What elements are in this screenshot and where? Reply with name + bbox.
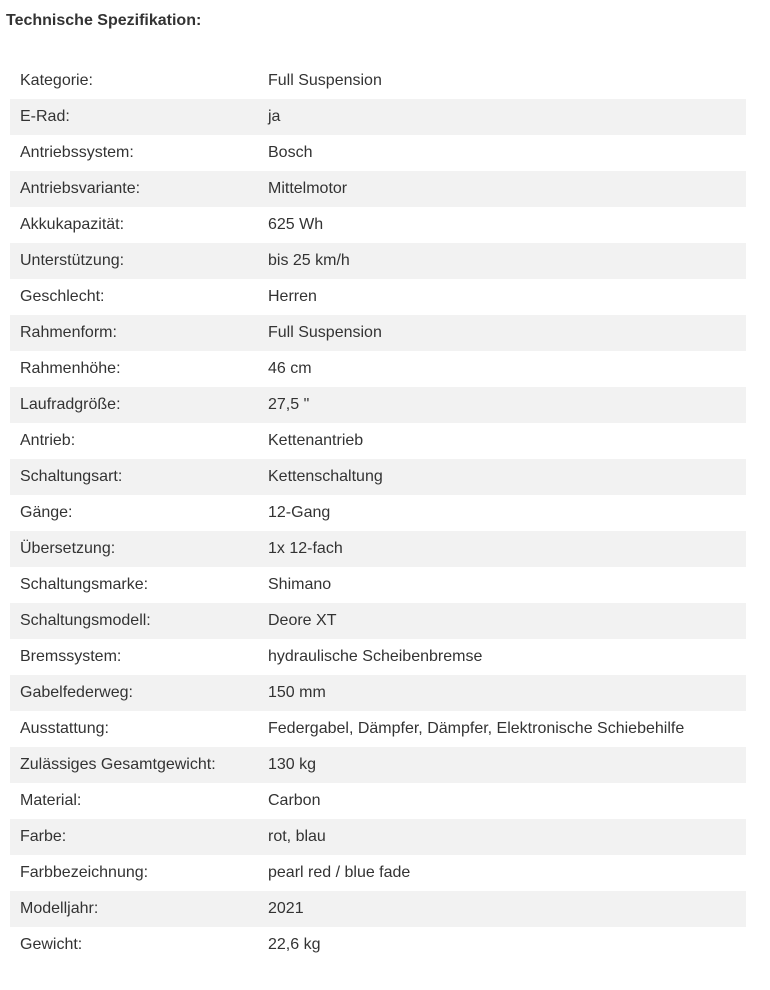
spec-value: Kettenschaltung	[255, 459, 746, 495]
page-title: Technische Spezifikation:	[6, 12, 202, 29]
spec-label: Unterstützung:	[10, 243, 255, 279]
table-row	[10, 675, 746, 711]
table-row	[10, 207, 746, 243]
spec-value: pearl red / blue fade	[268, 864, 411, 881]
spec-label: Antriebsvariante:	[10, 171, 255, 207]
table-row	[10, 819, 746, 855]
spec-value: 46 cm	[268, 360, 312, 377]
spec-label: Gabelfederweg:	[10, 675, 255, 711]
spec-label: Antriebssystem:	[20, 144, 134, 161]
spec-label: Schaltungsmarke:	[20, 576, 149, 593]
table-row	[10, 711, 746, 747]
spec-value: Federgabel, Dämpfer, Dämpfer, Elektronische Schiebehilfe	[268, 720, 685, 737]
spec-value: Full Suspension	[255, 315, 746, 351]
spec-value: rot, blau	[255, 819, 746, 855]
spec-label: Übersetzung:	[10, 531, 255, 567]
spec-label: Rahmenform:	[10, 315, 255, 351]
spec-value: 130 kg	[255, 747, 746, 783]
spec-label: Geschlecht:	[20, 288, 105, 305]
table-row	[10, 531, 746, 567]
spec-label: Zulässiges Gesamtgewicht:	[10, 747, 255, 783]
spec-label: Bremssystem:	[20, 648, 122, 665]
table-row	[10, 891, 746, 927]
spec-value: Mittelmotor	[255, 171, 746, 207]
spec-value: Deore XT	[255, 603, 746, 639]
table-row	[10, 747, 746, 783]
table-row	[10, 351, 746, 387]
spec-value: 22,6 kg	[268, 936, 321, 953]
spec-label: Schaltungsart:	[10, 459, 255, 495]
table-row	[10, 171, 746, 207]
spec-label: Laufradgröße:	[10, 387, 255, 423]
spec-value: 1x 12-fach	[255, 531, 746, 567]
spec-value: 27,5 "	[255, 387, 746, 423]
table-row	[10, 279, 746, 315]
table-row	[10, 783, 746, 819]
spec-label: Rahmenhöhe:	[20, 360, 121, 377]
spec-label: Gänge:	[20, 504, 73, 521]
spec-value: Shimano	[268, 576, 332, 593]
table-row	[10, 63, 746, 99]
table-row	[10, 495, 746, 531]
spec-label: Farbe:	[10, 819, 255, 855]
spec-label: Akkukapazität:	[20, 216, 125, 233]
spec-table-body	[10, 63, 746, 963]
spec-label: Antrieb:	[20, 432, 76, 449]
spec-value: bis 25 km/h	[255, 243, 746, 279]
spec-label: E-Rad:	[10, 99, 255, 135]
table-row	[10, 99, 746, 135]
spec-value: 150 mm	[255, 675, 746, 711]
table-row	[10, 243, 746, 279]
table-row	[10, 639, 746, 675]
table-row	[10, 567, 746, 603]
spec-label: Modelljahr:	[10, 891, 255, 927]
table-row	[10, 135, 746, 171]
spec-table	[10, 63, 746, 963]
table-row	[10, 927, 746, 963]
spec-value: 2021	[255, 891, 746, 927]
table-row	[10, 423, 746, 459]
table-row	[10, 387, 746, 423]
spec-label: Schaltungsmodell:	[10, 603, 255, 639]
spec-value: Bosch	[268, 144, 313, 161]
table-row	[10, 315, 746, 351]
spec-value: ja	[255, 99, 746, 135]
spec-value: Full Suspension	[268, 72, 382, 89]
spec-value: Kettenantrieb	[268, 432, 364, 449]
table-row	[10, 603, 746, 639]
table-row	[10, 855, 746, 891]
spec-label: Farbbezeichnung:	[20, 864, 149, 881]
spec-value: 12-Gang	[268, 504, 331, 521]
table-row	[10, 459, 746, 495]
spec-label: Gewicht:	[20, 936, 83, 953]
spec-label: Kategorie:	[20, 72, 93, 89]
spec-value: 625 Wh	[268, 216, 324, 233]
spec-label: Material:	[20, 792, 82, 809]
spec-value: Herren	[268, 288, 317, 305]
spec-value: hydraulische Scheibenbremse	[268, 648, 483, 665]
spec-label: Ausstattung:	[20, 720, 109, 737]
spec-value: Carbon	[268, 792, 321, 809]
